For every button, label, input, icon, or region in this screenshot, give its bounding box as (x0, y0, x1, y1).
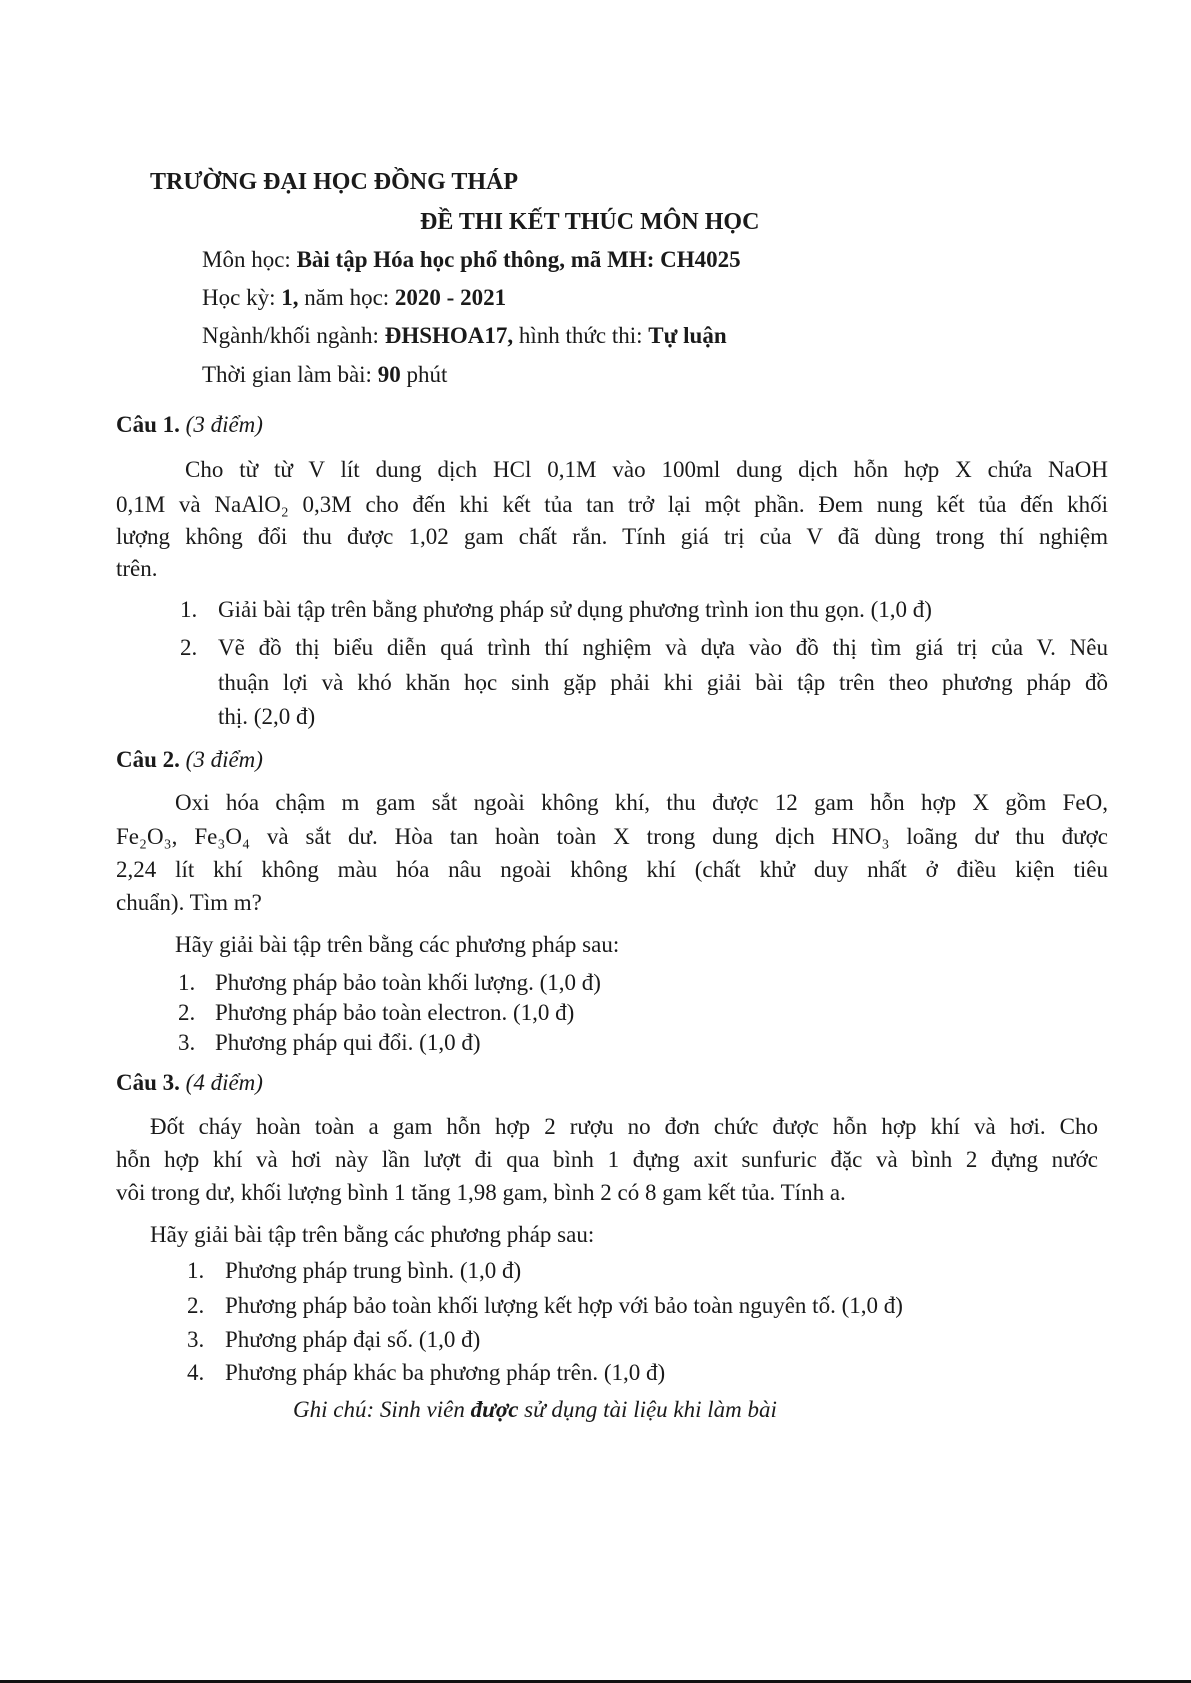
sub-question-text: thị. (2,0 đ) (218, 704, 316, 729)
question-instruction: Hãy giải bài tập trên bằng các phương pháp sau: (175, 932, 620, 957)
question-text-line: 0,1M và NaAlO₂ 0,3M cho đến khi kết tủa tan trở lại một phần. Đem nung kết tủa đến khối (116, 492, 1108, 517)
question-text-line: vôi trong dư, khối lượng bình 1 tăng 1,98 gam, bình 2 có 8 gam kết tủa. Tính a. (116, 1180, 846, 1205)
semester-label: Học kỳ: (202, 285, 282, 310)
sub-question-text: Phương pháp trung bình. (1,0 đ) (225, 1258, 522, 1283)
question-text-line: lượng không đổi thu được 1,02 gam chất rắn. Tính giá trị của V đã dùng trong thí nghiệm (116, 524, 1108, 549)
form-value: Tự luận (648, 323, 727, 348)
school-name: TRƯỜNG ĐẠI HỌC ĐỒNG THÁP (150, 169, 519, 195)
question-heading (116, 411, 263, 439)
question-instruction: Hãy giải bài tập trên bằng các phương pháp sau: (150, 1222, 595, 1247)
form-label: hình thức thi: (513, 323, 649, 348)
sub-question-number: 1. (187, 1258, 205, 1283)
question-heading (116, 1069, 263, 1097)
time-line (202, 361, 447, 389)
subject-value: Bài tập Hóa học phổ thông, mã MH: CH4025 (296, 247, 741, 272)
sub-question-text: Phương pháp qui đổi. (1,0 đ) (215, 1030, 481, 1055)
sub-question-number: 1. (180, 597, 198, 622)
question-text-line: chuẩn). Tìm m? (116, 890, 262, 915)
sub-question-number: 2. (180, 635, 198, 660)
semester-value: 1, (281, 285, 299, 310)
note-prefix: Ghi chú: Sinh viên (293, 1397, 471, 1422)
time-label: Thời gian làm bài: (202, 362, 378, 387)
subject-label: Môn học: (202, 247, 297, 272)
question-text-line: 2,24 lít khí không màu hóa nâu ngoài không khí (chất khử duy nhất ở điều kiện tiêu (116, 857, 1108, 882)
time-value: 90 (377, 362, 401, 387)
sub-question-number: 4. (187, 1360, 205, 1385)
question-text-line: hỗn hợp khí và hơi này lần lượt đi qua bình 1 đựng axit sunfuric đặc và bình 2 đựng nước (116, 1147, 1098, 1172)
sub-question-text: thuận lợi và khó khăn học sinh gặp phải khi giải bài tập trên theo phương pháp đồ (218, 670, 1108, 695)
question-title: Câu 2. (116, 747, 180, 772)
major-value: ĐHSHOA17, (384, 323, 514, 348)
footer-note (293, 1396, 777, 1424)
sub-question-text: Vẽ đồ thị biểu diễn quá trình thí nghiệm và dựa vào đồ thị tìm giá trị của V. Nêu (218, 635, 1108, 660)
question-text-line: trên. (116, 556, 158, 581)
sub-question-text: Phương pháp bảo toàn khối lượng. (1,0 đ) (215, 970, 601, 995)
sub-question-number: 1. (178, 970, 196, 995)
exam-title: ĐỀ THI KẾT THÚC MÔN HỌC (420, 209, 760, 235)
sub-question-text: Phương pháp bảo toàn khối lượng kết hợp với bảo toàn nguyên tố. (1,0 đ) (225, 1293, 903, 1318)
sub-question-number: 2. (187, 1293, 205, 1318)
sub-question-text: Phương pháp đại số. (1,0 đ) (225, 1327, 481, 1352)
sub-question-text: Giải bài tập trên bằng phương pháp sử dụng phương trình ion thu gọn. (1,0 đ) (218, 597, 932, 622)
question-points: (4 điểm) (185, 1070, 263, 1095)
sub-question-number: 2. (178, 1000, 196, 1025)
question-text-line: Fe₂O₃, Fe₃O₄ và sắt dư. Hòa tan hoàn toàn X trong dung dịch HNO₃ loãng dư thu được (116, 824, 1108, 849)
question-points: (3 điểm) (185, 412, 263, 437)
question-points: (3 điểm) (185, 747, 263, 772)
year-value: 2020 - 2021 (394, 285, 507, 310)
question-text-line: Oxi hóa chậm m gam sắt ngoài không khí, thu được 12 gam hỗn hợp X gồm FeO, (175, 790, 1108, 815)
question-title: Câu 1. (116, 412, 180, 437)
time-unit: phút (400, 362, 448, 387)
question-heading (116, 746, 263, 774)
question-text-line: Đốt cháy hoàn toàn a gam hỗn hợp 2 rượu no đơn chức được hỗn hợp khí và hơi. Cho (150, 1114, 1098, 1139)
semester-line (202, 284, 506, 312)
major-line (202, 322, 727, 350)
major-label: Ngành/khối ngành: (202, 323, 385, 348)
sub-question-number: 3. (178, 1030, 196, 1055)
sub-question-number: 3. (187, 1327, 205, 1352)
subject-line (202, 246, 741, 274)
note-suffix: sử dụng tài liệu khi làm bài (518, 1397, 777, 1422)
sub-question-text: Phương pháp bảo toàn electron. (1,0 đ) (215, 1000, 575, 1025)
year-label: năm học: (298, 285, 395, 310)
question-text-line: Cho từ từ V lít dung dịch HCl 0,1M vào 100ml dung dịch hỗn hợp X chứa NaOH (185, 457, 1108, 482)
note-emphasis: được (470, 1397, 519, 1422)
question-title: Câu 3. (116, 1070, 180, 1095)
sub-question-text: Phương pháp khác ba phương pháp trên. (1,0 đ) (225, 1360, 666, 1385)
